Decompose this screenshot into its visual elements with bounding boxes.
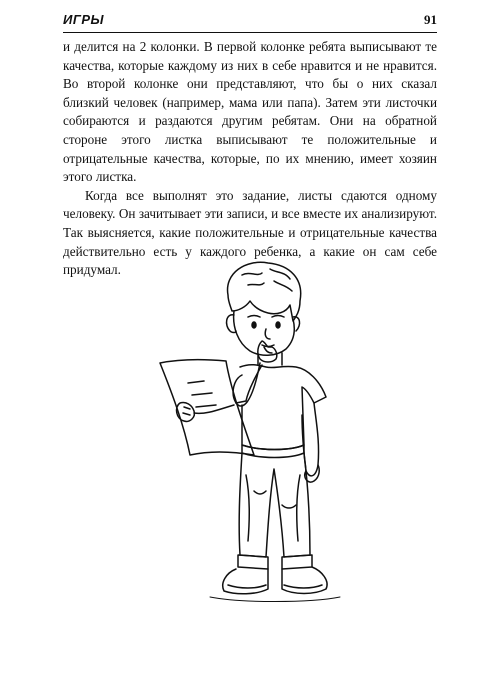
body-text — [63, 38, 437, 280]
page-number: 91 — [424, 12, 437, 27]
section-title: ИГРЫ — [63, 12, 104, 27]
boy-reading-paper-icon — [150, 255, 350, 615]
running-head — [63, 12, 437, 30]
header-rule — [63, 32, 437, 33]
paragraph: и делится на 2 колонки. В первой колонке ребята выписывают те качества, которые каждому из них в себе нравится и не нравится. Во второй колонке они представляют, что бы о них сказал близкий человек (например, мама или папа). Затем эти листочки собираются и раздаются другим ребятам. Они на обратной стороне этого листка выписывают те положительные и отрицательные качества, которые, по их мнению, имеет хозяин этого листка. — [63, 39, 437, 185]
paragraph: Когда все выполнят это задание, листы сдаются одному человеку. Он зачитывает эти записи, и все вместе их анализируют. Так выясняется, какие положительные и отрицательные качества действительно есть у каждого ребенка, а какие он сам себе придумал. — [63, 187, 437, 278]
